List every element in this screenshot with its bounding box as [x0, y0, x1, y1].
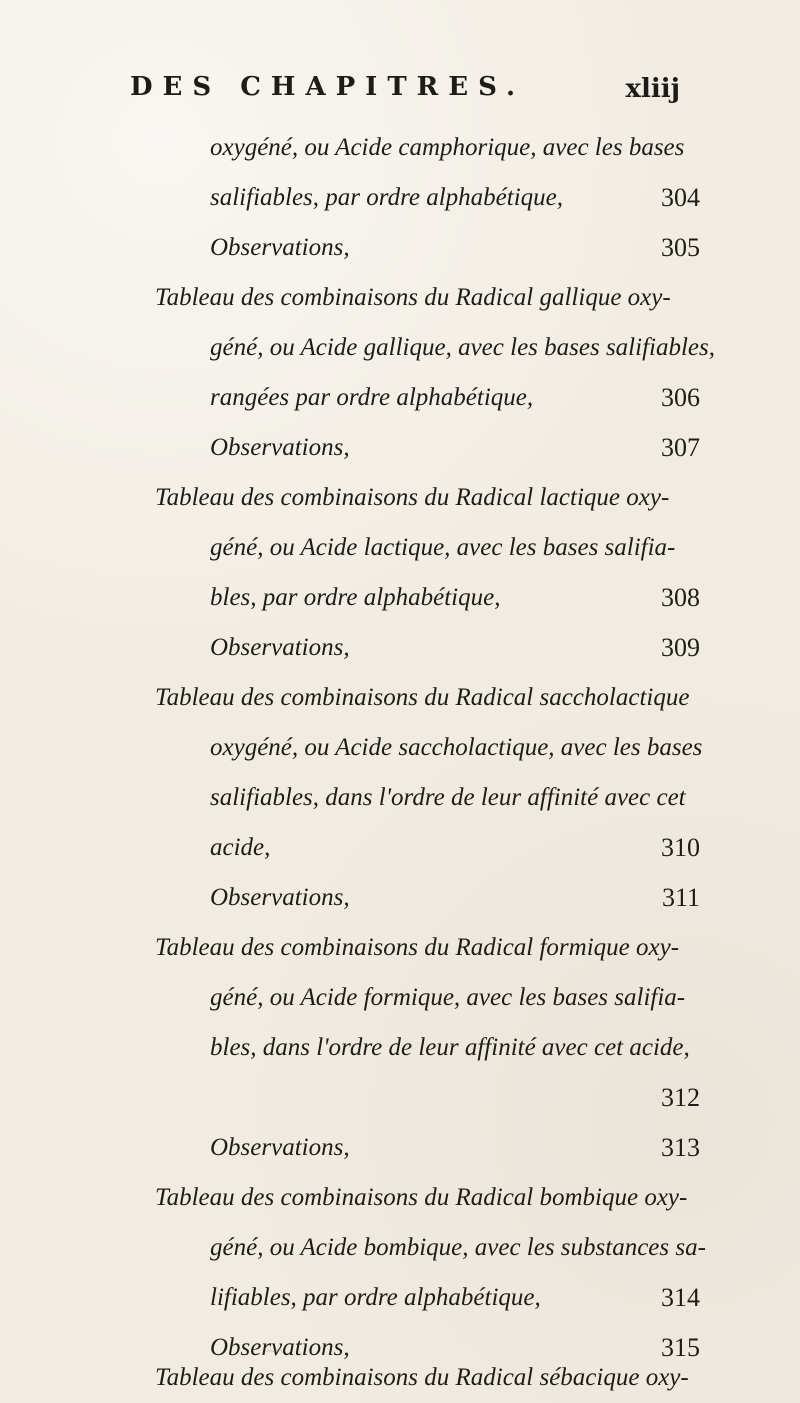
paper-fleck-icon [265, 1346, 283, 1356]
toc-page-number: 313 [661, 1133, 700, 1162]
toc-line [210, 176, 700, 220]
toc-entry-text: salifiables, dans l'ordre de leur affinité avec cet [210, 784, 686, 811]
toc-line [155, 676, 700, 720]
toc-entry-text: Tableau des combinaisons du Radical formique oxy- [155, 934, 680, 961]
toc-line [210, 726, 703, 770]
toc-line [210, 326, 715, 370]
toc-line [155, 1176, 700, 1220]
toc-entry-text: rangées par ordre alphabétique, [210, 384, 534, 411]
toc-page-number: 310 [661, 833, 700, 862]
toc-line [210, 826, 700, 870]
toc-page-number: 307 [661, 433, 700, 462]
toc-page-number: 306 [661, 383, 700, 412]
toc-entry-text: acide, [210, 834, 271, 861]
toc-entry-text: Tableau des combinaisons du Radical saccholactique [155, 684, 690, 711]
toc-entry-text: bles, par ordre alphabétique, [210, 584, 501, 611]
toc-page-number: 311 [661, 883, 700, 912]
toc-entry-text: bles, dans l'ordre de leur affinité avec cet acide, [210, 1034, 690, 1061]
toc-entry-text: géné, ou Acide formique, avec les bases salifia- [210, 984, 686, 1011]
toc-line [210, 976, 700, 1020]
running-header [120, 72, 680, 112]
toc-page-number: 309 [661, 633, 700, 662]
toc-entry-text: géné, ou Acide lactique, avec les bases salifia- [210, 534, 676, 561]
toc-line [210, 1226, 706, 1270]
toc-entry-text: Observations, [210, 434, 350, 461]
toc-entry-text: Tableau des combinaisons du Radical sébacique oxy- [155, 1364, 689, 1391]
toc-page-number: 312 [661, 1083, 700, 1112]
toc-entry-text: Observations, [210, 234, 350, 261]
toc-page-number: 305 [661, 233, 700, 262]
running-title: DES CHAPITRES. [130, 72, 526, 102]
toc-line [210, 126, 700, 170]
toc-page-number: 315 [661, 1333, 700, 1362]
toc-entry-text: oxygéné, ou Acide saccholactique, avec les bases [210, 734, 703, 761]
toc-entry-text: Tableau des combinaisons du Radical gallique oxy- [155, 284, 671, 311]
toc-line [210, 776, 700, 820]
toc-entry-text: salifiables, par ordre alphabétique, [210, 184, 563, 211]
toc-entry-text: géné, ou Acide gallique, avec les bases salifiables, [210, 334, 715, 361]
toc-line [155, 276, 700, 320]
toc-page-number: 314 [661, 1283, 700, 1312]
toc-line [155, 926, 700, 970]
toc-entry-text: Observations, [210, 884, 350, 911]
toc-entry-text: Observations, [210, 1134, 350, 1161]
toc-entry-text: géné, ou Acide bombique, avec les substances sa- [210, 1234, 706, 1261]
page-folio: xliij [625, 74, 680, 104]
toc-line [210, 576, 700, 620]
toc-entry-text: oxygéné, ou Acide camphorique, avec les bases [210, 134, 685, 161]
toc-line [210, 876, 700, 920]
toc-line [210, 1276, 700, 1320]
toc-entry-text: Tableau des combinaisons du Radical bombique oxy- [155, 1184, 688, 1211]
toc-page-number: 304 [661, 183, 700, 212]
toc-line [210, 526, 700, 570]
toc-line [210, 376, 700, 420]
toc-line [210, 1126, 700, 1170]
toc-entry-text: Tableau des combinaisons du Radical lactique oxy- [155, 484, 670, 511]
toc-line [210, 426, 700, 470]
toc-line [155, 476, 700, 520]
toc-line [210, 226, 700, 270]
toc-line [210, 626, 700, 670]
toc-line [155, 1356, 700, 1400]
toc-page-number: 308 [661, 583, 700, 612]
toc-entry-text: lifiables, par ordre alphabétique, [210, 1284, 541, 1311]
toc-entry-text: Observations, [210, 1334, 350, 1361]
toc-line [210, 1026, 700, 1070]
toc-entry-text: Observations, [210, 634, 350, 661]
